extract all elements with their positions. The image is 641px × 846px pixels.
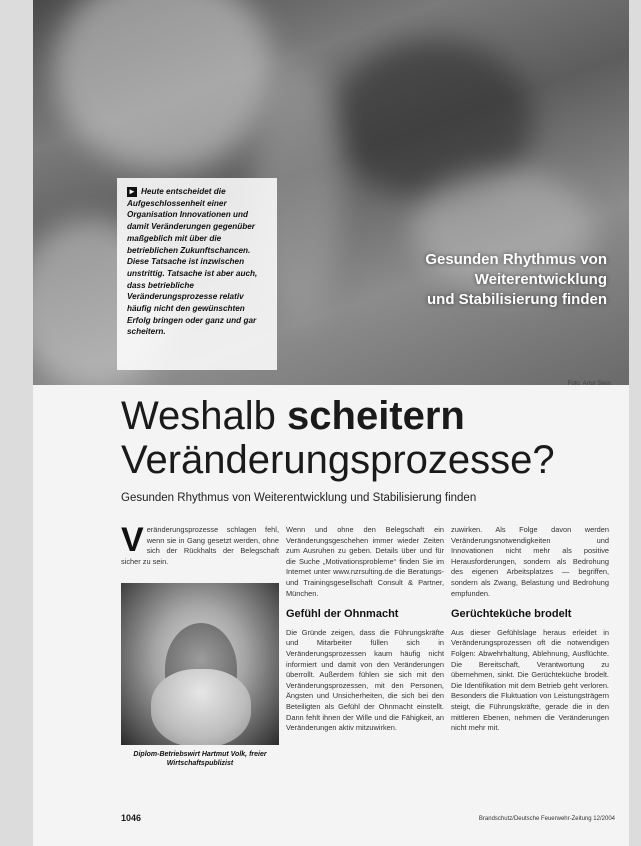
column-3-heading: Gerüchteküche brodelt xyxy=(451,608,572,621)
column-3 xyxy=(451,525,609,734)
hero-title-line1: Gesunden Rhythmus von xyxy=(425,251,607,268)
arrow-icon: ► xyxy=(128,187,136,196)
column-2-text: Wenn und ohne den Belegschaft ein Veränderungsgeschehen immer wieder Zeiten zum Ausruhen zu geben. Details über und für die Suche „Motivationsprobleme“ finden Sie im Internet unter www.nzrsulting.de die Beratungs- und Trainingsgesellschaft Consult & Partner, München. xyxy=(286,525,444,598)
footer-publication: Brandschutz/Deutsche Feuerwehr-Zeitung 12/2004 xyxy=(478,816,615,822)
column-1-text: eränderungsprozesse schlagen fehl, wenn sie in Gang gesetzt werden, ohne sich der Rückhalts der Belegschaft sicher zu sein. xyxy=(121,525,279,566)
headline-part1: Weshalb xyxy=(121,394,288,438)
hero-title-line3: und Stabilisierung finden xyxy=(427,291,607,308)
column-3-text: zuwirken. Als Folge davon werden Veränderungsnotwendigkeiten und Innovationen nicht mehr als positive Herausforderungen, sondern als Bedrohung des eigenen Arbeitsplatzes — begriffen, sondern als Zwang, Belastung und Bedrohung empfunden. xyxy=(451,525,609,598)
teaser-box xyxy=(117,178,277,370)
hero-title-line2: Weiterentwicklung xyxy=(474,271,607,288)
headline xyxy=(121,394,621,482)
teaser-text: Heute entscheidet die Aufgeschlossenheit einer Organisation Innovationen und damit Veränderungen gegenüber maßgeblich mit über die betrieblichen Zukunftschancen. Diese Tatsache ist inzwischen unstrittig. Tatsache ist aber auch, dass betriebliche Veränderungsprozesse relativ häufig nicht den gewünschten Erfolg bringen oder ganz und gar scheitern. xyxy=(127,187,258,337)
photo-credit: Foto: Artur Stein xyxy=(567,381,611,387)
hero-title xyxy=(307,250,607,310)
headline-line2: Veränderungsprozesse? xyxy=(121,438,555,482)
column-2 xyxy=(286,525,444,734)
portrait-photo xyxy=(121,583,279,745)
column-3-text2: Aus dieser Gefühlslage heraus erleidet in Veränderungsprozessen oft die notwendigen Folgen: Abwehrhaltung, Ablehnung, Ausflüchte. Die Bereitschaft, Verantwortung zu übernehmen, sinkt. Die Gerüchteküche brodelt. Die Identifikation mit dem Betrieb geht verloren. Besonders die Fluktuation von Leistungsträgern steigt, die Führungskräfte, gerade die in den mittleren Ebenen, nehmen die Veränderungen nicht mehr mit. xyxy=(451,627,609,733)
portrait-beard xyxy=(151,669,251,745)
dropcap: V xyxy=(121,521,144,559)
headline-part2: scheitern xyxy=(287,394,465,438)
column-1 xyxy=(121,521,279,567)
hero-photo xyxy=(33,0,629,385)
column-2-heading: Gefühl der Ohnmacht xyxy=(286,608,399,621)
subtitle: Gesunden Rhythmus von Weiterentwicklung und Stabilisierung finden xyxy=(121,492,477,504)
magazine-page xyxy=(33,0,629,846)
column-2-text2: Die Gründe zeigen, dass die Führungskräfte und Mitarbeiter füllen sich in Veränderungsprozessen kaum häufig nicht informiert und damit von den Veränderungen überrollt. Außerdem fühlen sie sich mit den Veränderungsprozessen, mit den Personen, Ängsten und Unsicherheiten, die sich bei den Beteiligten als Gefühl der Ohnmacht einstellt. Dann fehlt ihnen der Wille und die Fähigkeit, an Veränderungen aktiv mitzuwirken. xyxy=(286,627,444,733)
photo-caption: Diplom-Betriebswirt Hartmut Volk, freier Wirtschaftspublizist xyxy=(133,751,267,767)
page-number: 1046 xyxy=(121,813,142,823)
